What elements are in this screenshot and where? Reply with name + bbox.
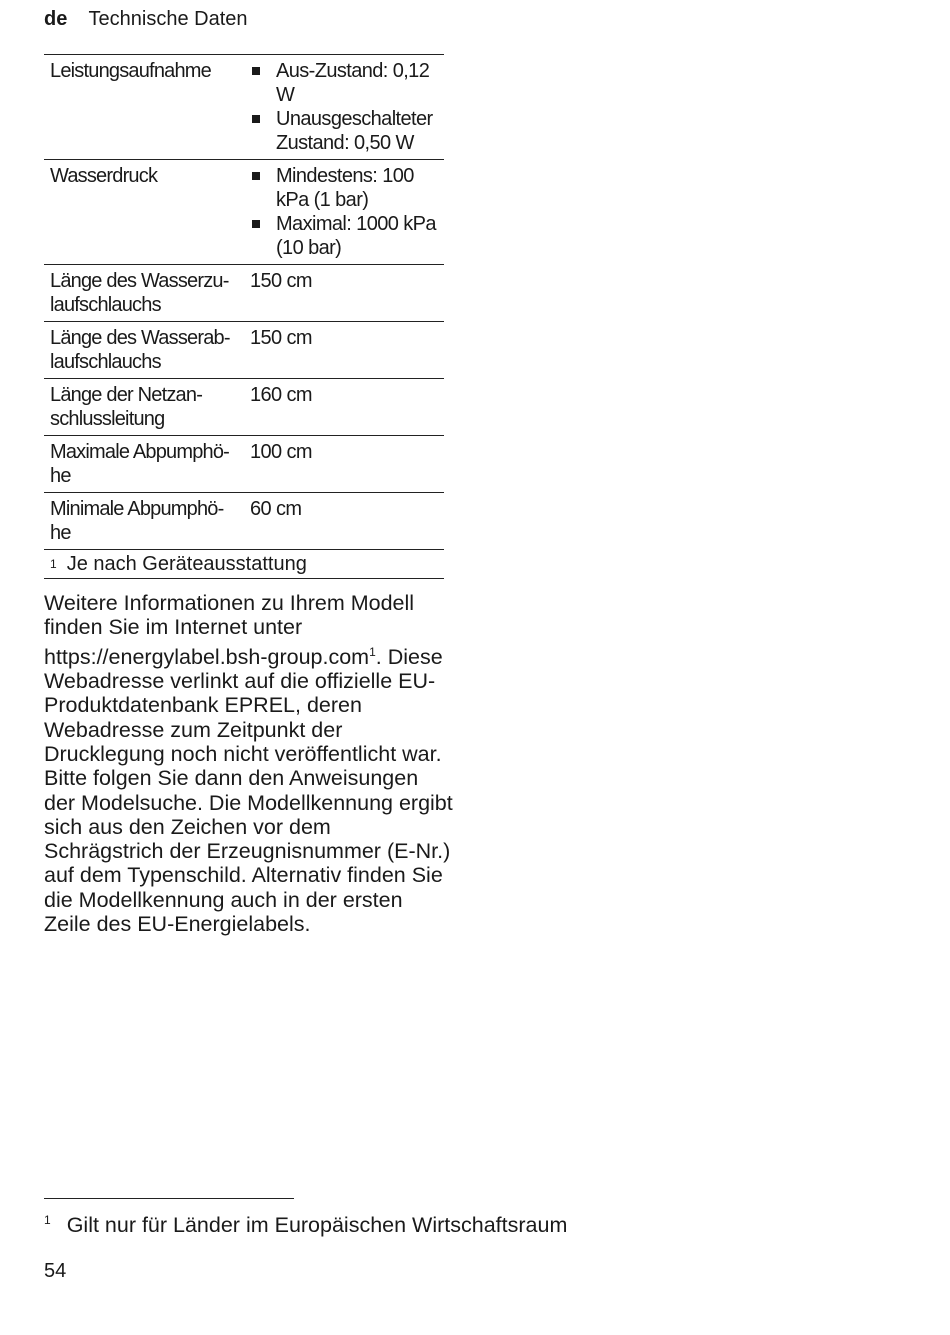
row-label-max-pump-height: Maximale Abpumphö-he — [44, 436, 244, 493]
row-label-power-cord: Länge der Netzan-schlussleitung — [44, 379, 244, 436]
row-label-power: Leistungsaufnahme — [44, 55, 244, 160]
technical-data-table — [44, 54, 444, 579]
row-value-inlet-hose: 150 cm — [244, 265, 444, 322]
language-code: de — [44, 8, 68, 30]
section-title: Technische Daten — [88, 8, 248, 30]
pressure-max-item: Maximal: 1000 kPa (10 bar) — [250, 212, 438, 260]
info-paragraph — [44, 591, 454, 936]
table-row — [44, 322, 444, 379]
power-standby-item: Unausgeschalteter Zustand: 0,50 W — [250, 107, 438, 155]
row-value-power — [244, 55, 444, 160]
page-number: 54 — [44, 1260, 67, 1282]
table-row — [44, 265, 444, 322]
table-row — [44, 379, 444, 436]
row-value-power-cord: 160 cm — [244, 379, 444, 436]
table-footnote-mark: 1 — [50, 557, 57, 571]
table-row — [44, 493, 444, 550]
power-off-item: Aus-Zustand: 0,12 W — [250, 59, 438, 107]
row-label-min-pump-height: Minimale Abpumphö-he — [44, 493, 244, 550]
table-footnote-text: Je nach Geräteausstattung — [66, 553, 307, 575]
table-footnote-row — [44, 550, 444, 579]
footnote-reference: 1 — [369, 644, 376, 659]
page-footnote — [44, 1213, 567, 1238]
info-text-start: Weitere Informationen zu Ihrem Modell finden Sie im Internet unter https://energylabel.bsh-group.com — [44, 591, 415, 669]
row-value-min-pump-height: 60 cm — [244, 493, 444, 550]
table-footnote — [44, 550, 444, 579]
row-label-pressure: Wasserdruck — [44, 160, 244, 265]
row-value-max-pump-height: 100 cm — [244, 436, 444, 493]
page-footnote-text: Gilt nur für Länder im Europäischen Wirtschaftsraum — [66, 1213, 568, 1237]
row-label-inlet-hose: Länge des Wasserzu-laufschlauchs — [44, 265, 244, 322]
table-row — [44, 55, 444, 160]
page-header — [44, 8, 248, 31]
info-text-end: . Diese Webadresse verlinkt auf die offizielle EU-Produktdatenbank EPREL, deren Webadresse zum Zeitpunkt der Drucklegung noch nicht veröffentlicht war. Bitte folgen Sie dann den Anweisungen der Modelsuche. Die Modellkennung ergibt sich aus den Zeichen vor dem Schrägstrich der Erzeugnisnummer (E-Nr.) auf dem Typenschild. Alternativ finden Sie die Modellkennung auch in der ersten Zeile des EU-Energielabels. — [44, 644, 453, 937]
row-label-outlet-hose: Länge des Wasserab-laufschlauchs — [44, 322, 244, 379]
row-value-pressure — [244, 160, 444, 265]
table-row — [44, 436, 444, 493]
page-footnote-mark: 1 — [44, 1213, 51, 1227]
row-value-outlet-hose: 150 cm — [244, 322, 444, 379]
pressure-min-item: Mindestens: 100 kPa (1 bar) — [250, 164, 438, 212]
footnote-divider — [44, 1198, 294, 1199]
table-row — [44, 160, 444, 265]
